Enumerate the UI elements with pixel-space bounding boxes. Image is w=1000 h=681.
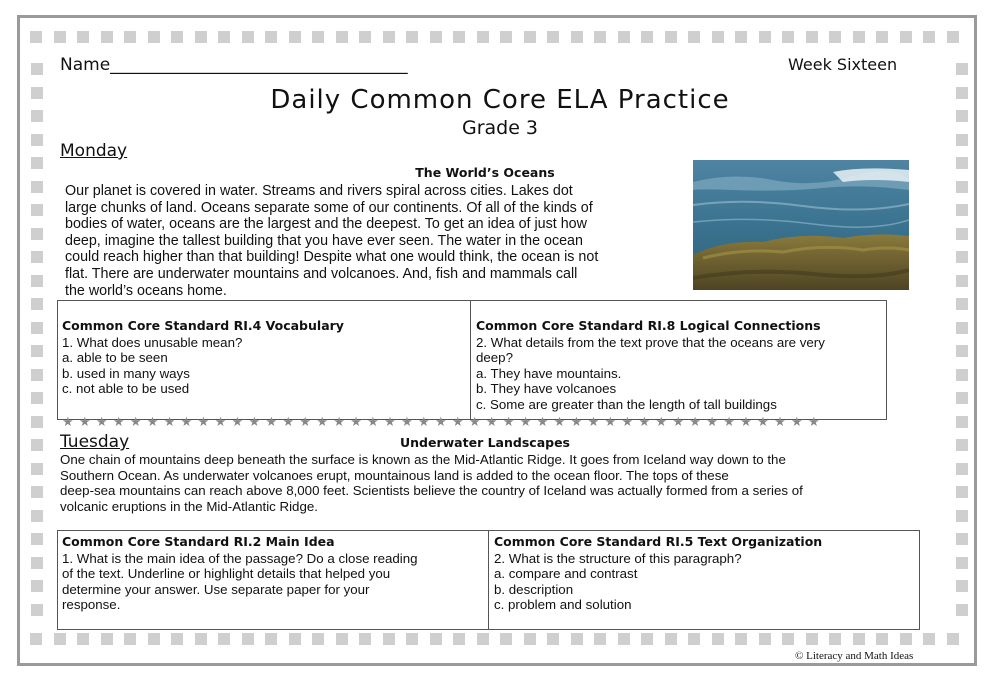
tuesday-box-divider	[488, 530, 489, 630]
border-square	[547, 31, 559, 43]
border-square	[477, 633, 489, 645]
standard-header: Common Core Standard RI.8 Logical Connections	[476, 318, 821, 333]
border-square	[31, 322, 43, 334]
border-square	[956, 63, 968, 75]
border-square	[101, 633, 113, 645]
border-square	[31, 181, 43, 193]
border-square	[806, 31, 818, 43]
tuesday-label: Tuesday	[60, 432, 130, 452]
border-square	[735, 633, 747, 645]
border-square	[171, 633, 183, 645]
standard-header: Common Core Standard RI.5 Text Organization	[494, 534, 823, 549]
border-square	[31, 604, 43, 616]
border-square	[956, 157, 968, 169]
border-square	[782, 31, 794, 43]
border-square	[956, 533, 968, 545]
border-square	[500, 633, 512, 645]
border-square	[759, 31, 771, 43]
border-square	[31, 486, 43, 498]
border-square	[430, 633, 442, 645]
border-square	[148, 633, 160, 645]
name-line: Name___________________________________	[60, 55, 408, 75]
border-square	[31, 463, 43, 475]
border-square	[956, 486, 968, 498]
border-square	[876, 633, 888, 645]
border-square	[31, 157, 43, 169]
border-square	[312, 31, 324, 43]
border-square	[641, 31, 653, 43]
border-square	[31, 275, 43, 287]
border-square	[900, 633, 912, 645]
border-square	[195, 31, 207, 43]
border-square	[829, 633, 841, 645]
border-square	[956, 181, 968, 193]
border-square	[665, 31, 677, 43]
border-square	[31, 345, 43, 357]
border-square	[148, 31, 160, 43]
border-square	[336, 633, 348, 645]
border-square	[31, 416, 43, 428]
monday-question-1: Common Core Standard RI.4 Vocabulary 1. What does unusable mean? a. able to be seen b. used in many ways c. not able to be used	[62, 318, 344, 396]
border-square	[430, 31, 442, 43]
border-square	[524, 31, 536, 43]
border-square	[171, 31, 183, 43]
border-square	[31, 251, 43, 263]
border-square	[947, 31, 959, 43]
border-square	[383, 31, 395, 43]
border-square	[31, 63, 43, 75]
border-square	[265, 31, 277, 43]
border-square	[500, 31, 512, 43]
border-square	[31, 533, 43, 545]
border-square	[712, 31, 724, 43]
border-square	[956, 580, 968, 592]
border-square	[853, 633, 865, 645]
border-square	[406, 633, 418, 645]
monday-label: Monday	[60, 141, 128, 161]
border-square	[31, 392, 43, 404]
border-square	[688, 633, 700, 645]
border-square	[289, 633, 301, 645]
border-square	[453, 31, 465, 43]
border-square	[336, 31, 348, 43]
border-square	[806, 633, 818, 645]
border-square	[124, 31, 136, 43]
border-square	[571, 633, 583, 645]
border-square	[312, 633, 324, 645]
border-square	[759, 633, 771, 645]
border-square	[829, 31, 841, 43]
standard-header: Common Core Standard RI.2 Main Idea	[62, 534, 335, 549]
border-square	[124, 633, 136, 645]
border-square	[218, 31, 230, 43]
border-square	[195, 633, 207, 645]
border-square	[956, 298, 968, 310]
border-square	[31, 510, 43, 522]
border-square	[956, 604, 968, 616]
border-square	[876, 31, 888, 43]
border-square	[956, 345, 968, 357]
tuesday-question-1: Common Core Standard RI.2 Main Idea 1. What is the main idea of the passage? Do a close reading of the text. Underline or highlight details that helped you determine your answer. Use separate paper for your response.	[62, 534, 418, 612]
border-square	[956, 439, 968, 451]
border-square	[31, 439, 43, 451]
border-square	[31, 204, 43, 216]
border-square	[688, 31, 700, 43]
border-square	[359, 633, 371, 645]
border-square	[956, 392, 968, 404]
border-square	[31, 228, 43, 240]
border-square	[947, 633, 959, 645]
border-square	[453, 633, 465, 645]
page-title: Daily Common Core ELA Practice	[270, 85, 730, 115]
monday-passage: Our planet is covered in water. Streams and rivers spiral across cities. Lakes dot large chunks of land. Oceans separate some of our continents. Of all of the kinds of bodies of water, oceans are the largest and the deepest. To get an idea of just how deep, imagine the tallest building that you have ever seen. The water in the ocean could reach higher than that building! Despite what one would think, the ocean is not flat. There are underwater mountains and volcanoes. And, fish and mammals call the world’s oceans home.	[65, 183, 599, 299]
border-square	[30, 31, 42, 43]
border-square	[956, 275, 968, 287]
border-square	[956, 510, 968, 522]
grade-label: Grade 3	[461, 117, 539, 139]
border-square	[218, 633, 230, 645]
copyright-notice: © Literacy and Math Ideas	[795, 650, 914, 662]
star-divider: ★★★★★★★★★★★★★★★★★★★★★★★★★★★★★★★★★★★★★★★★★★★★★	[62, 414, 825, 429]
border-square	[782, 633, 794, 645]
border-square	[30, 633, 42, 645]
monday-question-2: Common Core Standard RI.8 Logical Connections 2. What details from the text prove that the oceans are very deep? a. They have mountains. b. They have volcanoes c. Some are greater than the length of tall buildings	[476, 318, 825, 412]
border-square	[31, 369, 43, 381]
border-square	[477, 31, 489, 43]
tuesday-passage: One chain of mountains deep beneath the surface is known as the Mid-Atlantic Ridge. It goes from Iceland way down to the Southern Ocean. As underwater volcanoes erupt, mountainous land is added to the ocean floor. The tops of these deep-sea mountains can reach above 8,000 feet. Scientists believe the country of Iceland was actually formed from a series of volcanic eruptions in the Mid-Atlantic Ridge.	[60, 452, 803, 514]
border-square	[31, 557, 43, 569]
monday-box-divider	[470, 300, 471, 420]
border-square	[735, 31, 747, 43]
tuesday-question-2: Common Core Standard RI.5 Text Organization 2. What is the structure of this paragraph? a. compare and contrast b. description c. problem and solution	[494, 534, 823, 612]
border-square	[54, 633, 66, 645]
border-square	[956, 228, 968, 240]
border-square	[77, 633, 89, 645]
border-square	[956, 557, 968, 569]
standard-header: Common Core Standard RI.4 Vocabulary	[62, 318, 344, 333]
border-square	[31, 298, 43, 310]
border-square	[594, 31, 606, 43]
monday-passage-title: The World’s Oceans	[415, 165, 555, 180]
border-square	[956, 369, 968, 381]
border-square	[641, 633, 653, 645]
border-square	[289, 31, 301, 43]
border-square	[77, 31, 89, 43]
border-square	[547, 633, 559, 645]
ocean-rocks-photo	[693, 160, 909, 290]
border-square	[618, 633, 630, 645]
border-square	[618, 31, 630, 43]
border-square	[712, 633, 724, 645]
border-square	[406, 31, 418, 43]
border-square	[923, 31, 935, 43]
border-square	[956, 322, 968, 334]
border-square	[956, 251, 968, 263]
border-square	[853, 31, 865, 43]
border-square	[923, 633, 935, 645]
border-square	[383, 633, 395, 645]
border-square	[242, 31, 254, 43]
border-square	[571, 31, 583, 43]
border-square	[359, 31, 371, 43]
week-label: Week Sixteen	[788, 55, 898, 74]
border-square	[265, 633, 277, 645]
border-square	[31, 580, 43, 592]
border-square	[54, 31, 66, 43]
border-square	[594, 633, 606, 645]
border-square	[524, 633, 536, 645]
tuesday-passage-title: Underwater Landscapes	[400, 435, 570, 450]
border-square	[242, 633, 254, 645]
border-square	[665, 633, 677, 645]
border-square	[900, 31, 912, 43]
border-square	[956, 416, 968, 428]
border-square	[101, 31, 113, 43]
border-square	[956, 204, 968, 216]
border-square	[956, 463, 968, 475]
